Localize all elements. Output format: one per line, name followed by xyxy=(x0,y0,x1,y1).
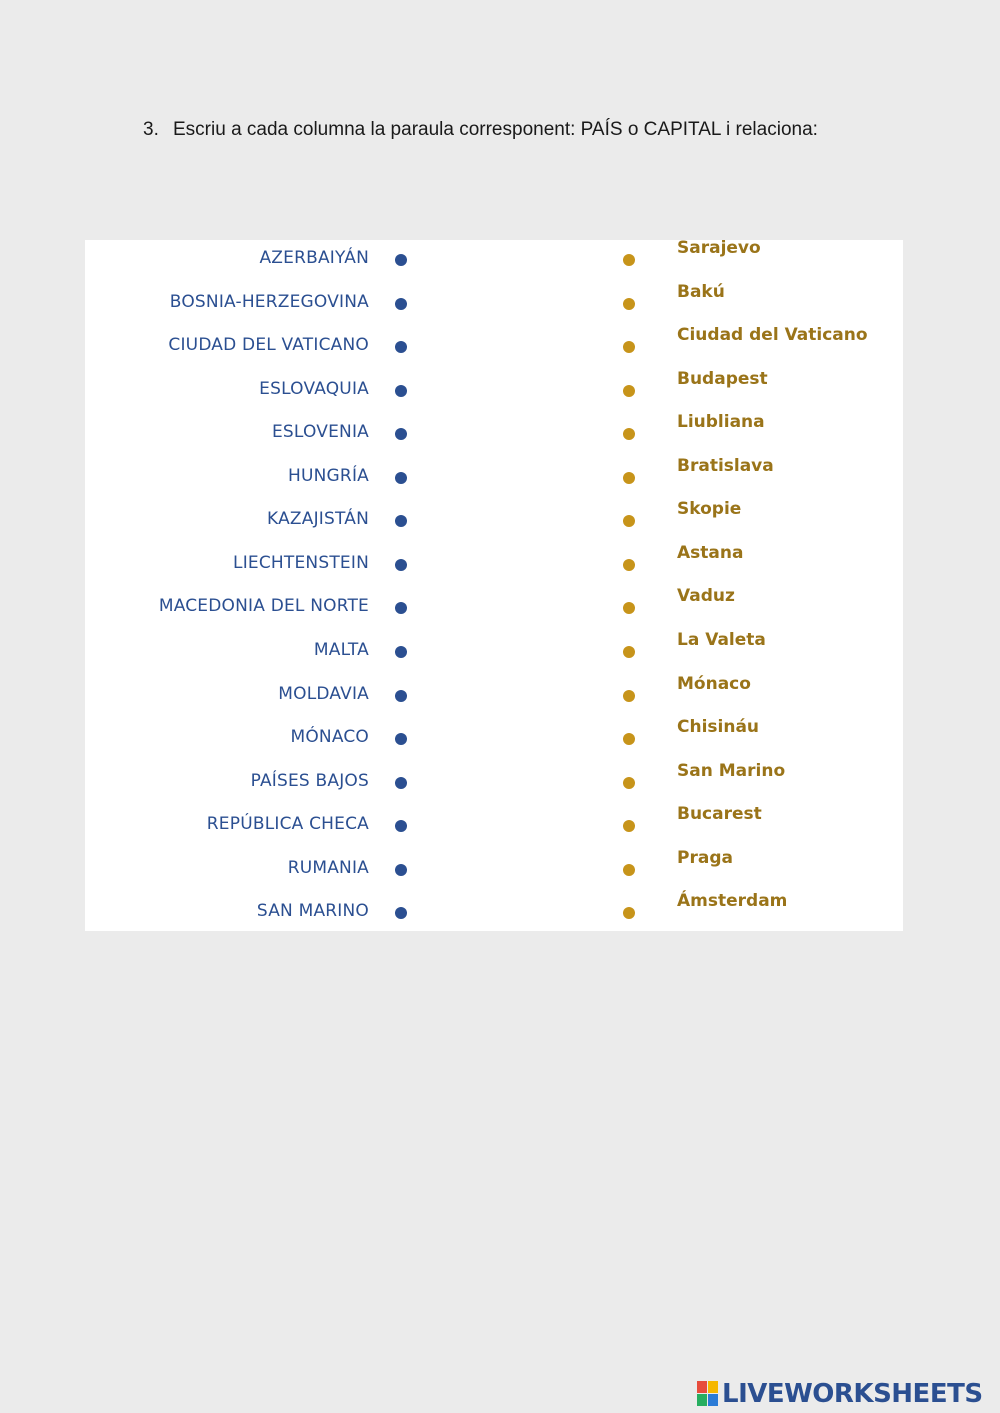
capital-label: La Valeta xyxy=(677,629,766,650)
capital-dot[interactable] xyxy=(623,777,635,789)
country-label: KAZAJISTÁN xyxy=(267,509,369,530)
country-dot[interactable] xyxy=(395,298,407,310)
capital-dot[interactable] xyxy=(623,385,635,397)
capital-label: Ámsterdam xyxy=(677,891,788,912)
country-label: BOSNIA-HERZEGOVINA xyxy=(169,291,369,312)
country-dot[interactable] xyxy=(395,907,407,919)
country-dot[interactable] xyxy=(395,733,407,745)
match-row xyxy=(85,760,903,807)
country-label: MOLDAVIA xyxy=(278,683,369,704)
country-label: REPÚBLICA CHECA xyxy=(206,814,369,835)
country-label: RUMANIA xyxy=(287,857,369,878)
country-dot[interactable] xyxy=(395,559,407,571)
country-dot[interactable] xyxy=(395,777,407,789)
instruction-text xyxy=(143,119,818,141)
match-row xyxy=(85,588,903,632)
capital-label: Skopie xyxy=(677,499,742,520)
capital-dot[interactable] xyxy=(623,907,635,919)
capital-label: Astana xyxy=(677,542,744,563)
match-row xyxy=(85,629,903,676)
capital-dot[interactable] xyxy=(623,864,635,876)
capital-dot[interactable] xyxy=(623,820,635,832)
capital-dot[interactable] xyxy=(623,472,635,484)
country-label: AZERBAIYÁN xyxy=(259,248,369,268)
country-label: SAN MARINO xyxy=(256,901,369,922)
match-row xyxy=(85,542,903,589)
country-label: CIUDAD DEL VATICANO xyxy=(168,335,369,356)
country-dot[interactable] xyxy=(395,515,407,527)
match-row xyxy=(85,501,903,545)
country-dot[interactable] xyxy=(395,646,407,658)
capital-label: Praga xyxy=(677,847,733,868)
capital-dot[interactable] xyxy=(623,559,635,571)
country-label: LIECHTENSTEIN xyxy=(233,552,369,573)
match-row xyxy=(85,806,903,850)
country-dot[interactable] xyxy=(395,864,407,876)
capital-dot[interactable] xyxy=(623,341,635,353)
match-row xyxy=(85,893,903,937)
capital-dot[interactable] xyxy=(623,515,635,527)
matching-panel xyxy=(85,240,903,931)
capital-label: Liubliana xyxy=(677,412,765,433)
country-label: MACEDONIA DEL NORTE xyxy=(158,596,369,617)
liveworksheets-logo-icon xyxy=(697,1381,719,1407)
match-row xyxy=(85,368,903,415)
match-row xyxy=(85,240,903,284)
capital-dot[interactable] xyxy=(623,690,635,702)
match-row xyxy=(85,673,903,720)
country-dot[interactable] xyxy=(395,341,407,353)
liveworksheets-logo-text: LIVEWORKSHEETS xyxy=(722,1379,983,1409)
country-label: HUNGRÍA xyxy=(288,465,369,486)
country-label: MÓNACO xyxy=(290,727,369,748)
capital-dot[interactable] xyxy=(623,428,635,440)
capital-label: Bratislava xyxy=(677,455,774,476)
country-dot[interactable] xyxy=(395,690,407,702)
country-label: ESLOVAQUIA xyxy=(259,378,369,399)
country-label: ESLOVENIA xyxy=(271,422,369,443)
country-dot[interactable] xyxy=(395,820,407,832)
match-row xyxy=(85,455,903,502)
instruction-number: 3. xyxy=(143,119,159,140)
country-dot[interactable] xyxy=(395,428,407,440)
liveworksheets-logo xyxy=(697,1378,983,1410)
capital-label: Mónaco xyxy=(677,673,751,694)
match-row xyxy=(85,281,903,328)
capital-dot[interactable] xyxy=(623,733,635,745)
capital-label: Bakú xyxy=(677,281,725,302)
match-row xyxy=(85,414,903,458)
country-dot[interactable] xyxy=(395,472,407,484)
capital-dot[interactable] xyxy=(623,602,635,614)
country-label: PAÍSES BAJOS xyxy=(250,770,369,791)
capital-dot[interactable] xyxy=(623,646,635,658)
capital-dot[interactable] xyxy=(623,298,635,310)
instruction-body: Escriu a cada columna la paraula corresponent: PAÍS o CAPITAL i relaciona: xyxy=(173,119,818,140)
country-dot[interactable] xyxy=(395,254,407,266)
capital-dot[interactable] xyxy=(623,254,635,266)
capital-label: Vaduz xyxy=(677,586,735,607)
capital-label: Chisináu xyxy=(677,717,760,738)
match-row xyxy=(85,847,903,894)
capital-label: Bucarest xyxy=(677,804,762,825)
capital-label: Ciudad del Vaticano xyxy=(677,325,868,346)
capital-label: San Marino xyxy=(677,760,786,781)
capital-label: Sarajevo xyxy=(677,238,761,258)
country-label: MALTA xyxy=(313,639,369,660)
capital-label: Budapest xyxy=(677,368,768,389)
match-row xyxy=(85,327,903,371)
country-dot[interactable] xyxy=(395,385,407,397)
match-row xyxy=(85,719,903,763)
country-dot[interactable] xyxy=(395,602,407,614)
